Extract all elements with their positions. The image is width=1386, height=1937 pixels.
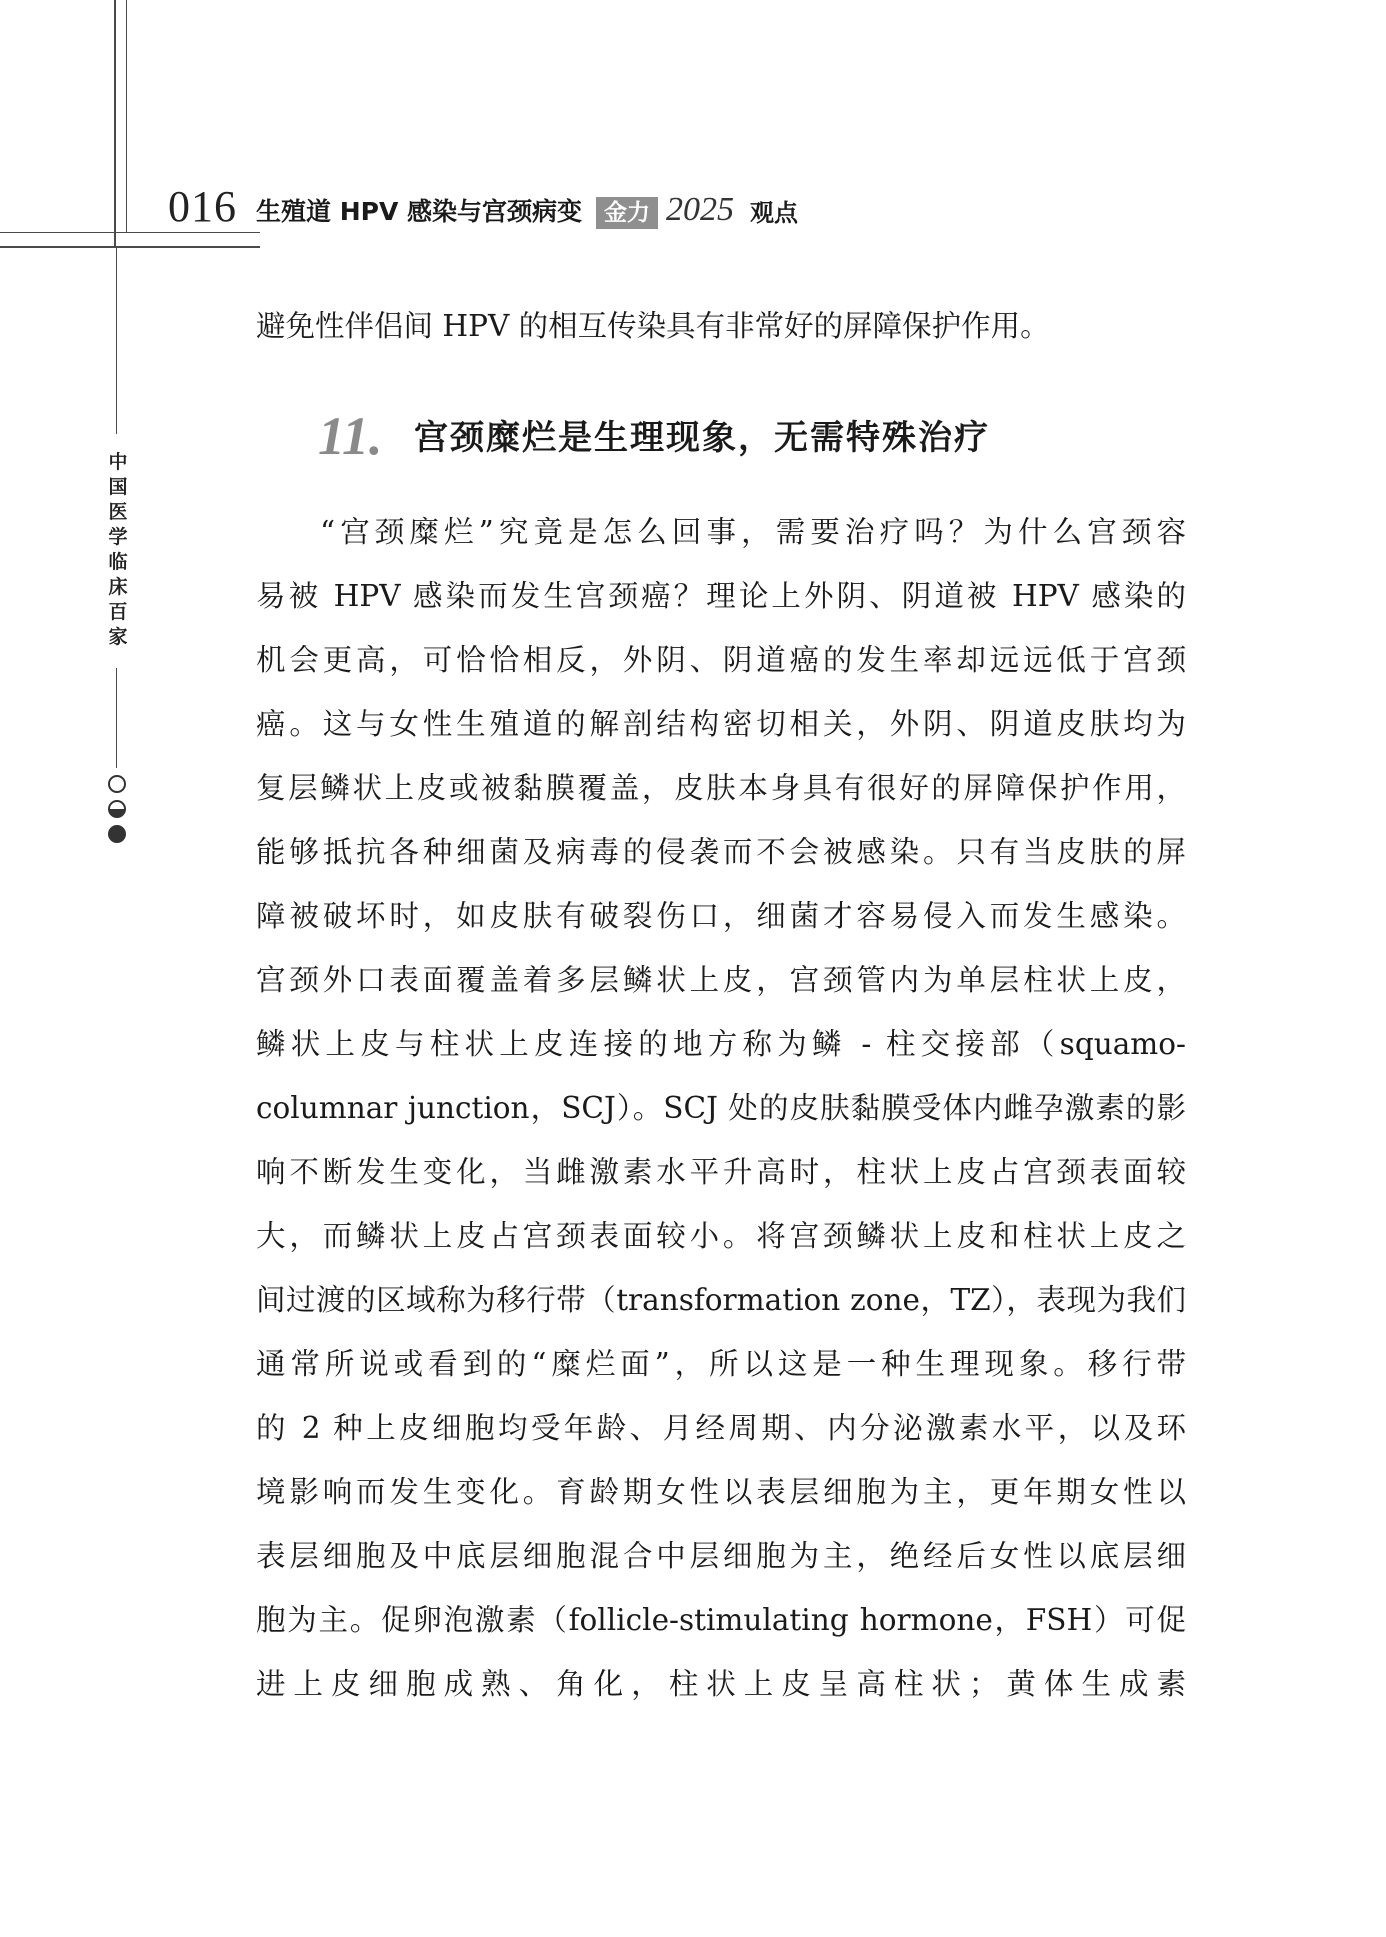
- paragraph-line: 响不断发生变化，当雌激素水平升高时，柱状上皮占宫颈表面较: [256, 1155, 1186, 1189]
- sidebar-series-name: 中国医学临床百家: [108, 451, 128, 648]
- header-rule-upper: [0, 232, 260, 233]
- series-word: 观点: [750, 199, 798, 227]
- paragraph-line: 机会更高，可恰恰相反，外阴、阴道癌的发生率却远远低于宫颈: [256, 643, 1186, 677]
- filled-circle-icon: [108, 825, 126, 843]
- sidebar-vertical-line-bottom: [116, 668, 117, 768]
- sidebar-vertical-line-top: [116, 248, 117, 434]
- section-title: 宫颈糜烂是生理现象，无需特殊治疗: [414, 418, 990, 458]
- paragraph-line: 障被破坏时，如皮肤有破裂伤口，细菌才容易侵入而发生感染。: [256, 899, 1186, 933]
- author-badge: 金力: [596, 197, 658, 229]
- paragraph-line: 癌。这与女性生殖道的解剖结构密切相关，外阴、阴道皮肤均为: [256, 707, 1186, 741]
- page-number: 016: [168, 182, 237, 231]
- corner-vertical-line-inner: [126, 0, 127, 232]
- paragraph-line: 能够抵抗各种细菌及病毒的侵袭而不会被感染。只有当皮肤的屏: [256, 835, 1186, 869]
- paragraph-line: 鳞状上皮与柱状上皮连接的地方称为鳞 - 柱交接部（squamo-: [256, 1027, 1186, 1061]
- paragraph-line: 大，而鳞状上皮占宫颈表面较小。将宫颈鳞状上皮和柱状上皮之: [256, 1219, 1186, 1253]
- paragraph-line: 胞为主。促卵泡激素（follicle-stimulating hormone，FSH）可促: [256, 1603, 1186, 1637]
- paragraph-line: 境影响而发生变化。育龄期女性以表层细胞为主，更年期女性以: [256, 1475, 1186, 1509]
- paragraph-line: 表层细胞及中底层细胞混合中层细胞为主，绝经后女性以底层细: [256, 1539, 1186, 1573]
- paragraph-line: 的 2 种上皮细胞均受年龄、月经周期、内分泌激素水平，以及环: [256, 1411, 1186, 1445]
- paragraph-line: 间过渡的区域称为移行带（transformation zone，TZ），表现为我们: [256, 1283, 1186, 1317]
- empty-circle-icon: [108, 775, 126, 793]
- paragraph-line: 宫颈外口表面覆盖着多层鳞状上皮，宫颈管内为单层柱状上皮，: [256, 963, 1186, 997]
- half-filled-circle-icon: [108, 800, 126, 818]
- paragraph-line: columnar junction，SCJ）。SCJ 处的皮肤黏膜受体内雌孕激素的影: [256, 1091, 1186, 1125]
- paragraph-line: 进上皮细胞成熟、角化，柱状上皮呈高柱状；黄体生成素: [256, 1667, 1186, 1701]
- paragraph-line: 易被 HPV 感染而发生宫颈癌？理论上外阴、阴道被 HPV 感染的: [256, 579, 1186, 613]
- paragraph-line: 复层鳞状上皮或被黏膜覆盖，皮肤本身具有很好的屏障保护作用，: [256, 771, 1186, 805]
- paragraph-line: 通常所说或看到的“糜烂面”，所以这是一种生理现象。移行带: [256, 1347, 1186, 1381]
- series-year: 2025: [666, 191, 734, 228]
- corner-vertical-line: [114, 0, 116, 246]
- header-rule: [0, 246, 260, 248]
- paragraph-line: “宫颈糜烂”究竟是怎么回事，需要治疗吗？为什么宫颈容: [320, 515, 1186, 549]
- section-number: 11.: [318, 406, 383, 466]
- book-title: 生殖道 HPV 感染与宫颈病变: [256, 197, 583, 226]
- intro-line: 避免性伴侣间 HPV 的相互传染具有非常好的屏障保护作用。: [256, 309, 1050, 343]
